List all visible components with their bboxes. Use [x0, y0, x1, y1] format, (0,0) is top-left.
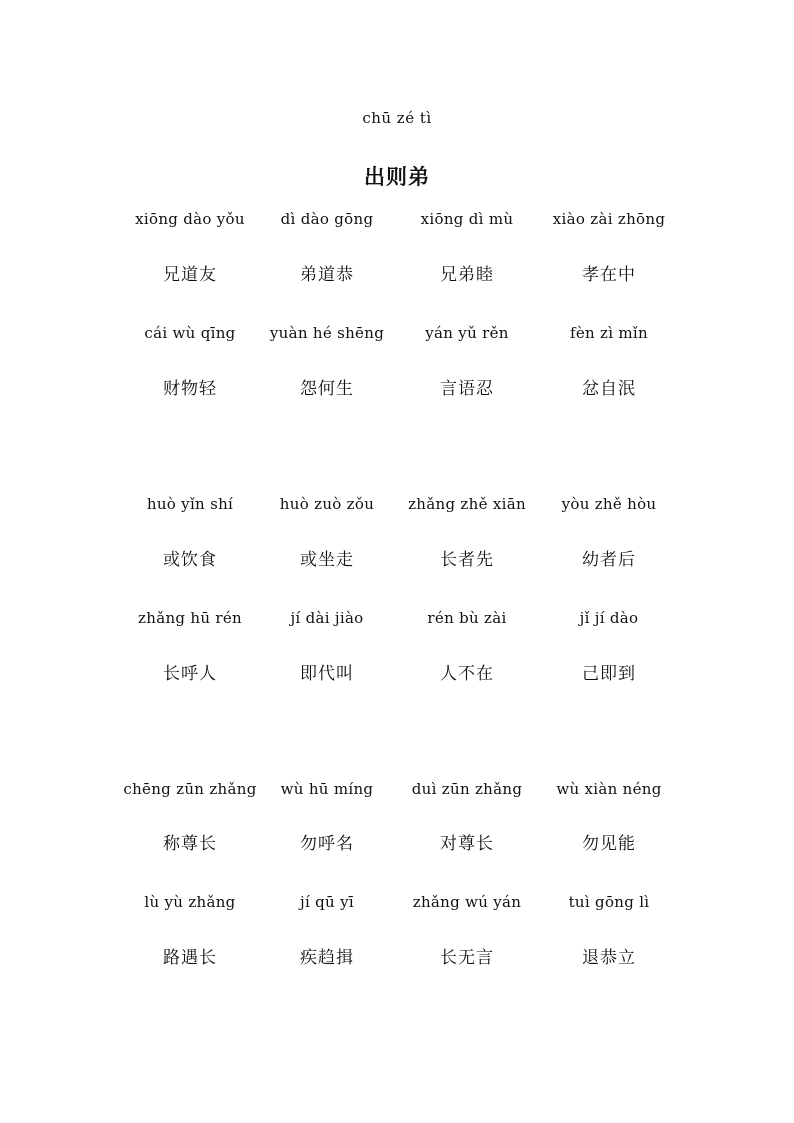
hanzi-phrase: 疾趋揖 [300, 948, 354, 968]
hanzi-phrase: 怨何生 [300, 379, 354, 399]
pinyin-row [0, 321, 794, 345]
pinyin-row [0, 492, 794, 516]
pinyin-phrase: yán yǔ rěn [425, 324, 509, 342]
hanzi-phrase: 孝在中 [582, 265, 636, 285]
pinyin-phrase: zhǎng zhě xiān [408, 495, 526, 513]
hanzi-phrase: 或坐走 [300, 550, 354, 570]
hanzi-phrase: 长呼人 [163, 664, 217, 684]
pinyin-phrase: huò yǐn shí [146, 495, 234, 513]
pinyin-phrase: xiào zài zhōng [552, 210, 666, 228]
pinyin-phrase: zhǎng wú yán [412, 893, 522, 911]
pinyin-phrase: fèn zì mǐn [569, 324, 648, 342]
pinyin-phrase: jǐ jí dào [579, 609, 639, 627]
hanzi-row [0, 548, 794, 572]
pinyin-row [0, 207, 794, 231]
pinyin-phrase: xiōng dì mù [420, 210, 514, 228]
pinyin-phrase: yuàn hé shēng [269, 324, 385, 342]
pinyin-phrase: huò zuò zǒu [279, 495, 375, 513]
pinyin-phrase: duì zūn zhǎng [411, 780, 523, 798]
pinyin-phrase: dì dào gōng [280, 210, 374, 228]
hanzi-phrase: 己即到 [582, 664, 636, 684]
hanzi-phrase: 忿自泯 [582, 379, 636, 399]
hanzi-row [0, 832, 794, 856]
pinyin-phrase: rén bù zài [427, 609, 507, 627]
hanzi-phrase: 长无言 [440, 948, 494, 968]
hanzi-phrase: 称尊长 [163, 834, 217, 854]
pinyin-row [0, 890, 794, 914]
hanzi-phrase: 人不在 [440, 664, 494, 684]
hanzi-phrase: 或饮食 [163, 550, 217, 570]
pinyin-phrase: lù yù zhǎng [144, 893, 236, 911]
pinyin-row [0, 777, 794, 801]
hanzi-phrase: 即代叫 [300, 664, 354, 684]
hanzi-phrase: 兄道友 [163, 265, 217, 285]
pinyin-phrase: yòu zhě hòu [561, 495, 657, 513]
hanzi-phrase: 勿见能 [582, 834, 636, 854]
hanzi-phrase: 勿呼名 [300, 834, 354, 854]
hanzi-phrase: 幼者后 [582, 550, 636, 570]
pinyin-phrase: wù hū míng [280, 780, 374, 798]
hanzi-phrase: 言语忍 [440, 379, 494, 399]
hanzi-phrase: 路遇长 [163, 948, 217, 968]
title-pinyin: chū zé tì [362, 109, 432, 127]
pinyin-phrase: jí qū yī [300, 893, 354, 911]
pinyin-phrase: zhǎng hū rén [138, 609, 242, 627]
pinyin-phrase: tuì gōng lì [568, 893, 650, 911]
hanzi-row [0, 946, 794, 970]
hanzi-row [0, 377, 794, 401]
pinyin-phrase: wù xiàn néng [556, 780, 662, 798]
hanzi-row [0, 662, 794, 686]
pinyin-phrase: xiōng dào yǒu [135, 210, 245, 228]
pinyin-phrase: cái wù qīng [144, 324, 236, 342]
hanzi-phrase: 长者先 [440, 550, 494, 570]
pinyin-phrase: jí dài jiào [290, 609, 364, 627]
hanzi-phrase: 对尊长 [440, 834, 494, 854]
pinyin-phrase: chēng zūn zhǎng [123, 780, 257, 798]
page-title: 出则弟 [364, 165, 430, 189]
hanzi-phrase: 财物轻 [163, 379, 217, 399]
hanzi-phrase: 退恭立 [582, 948, 636, 968]
hanzi-phrase: 兄弟睦 [440, 265, 494, 285]
hanzi-phrase: 弟道恭 [300, 265, 354, 285]
hanzi-row [0, 263, 794, 287]
pinyin-row [0, 606, 794, 630]
